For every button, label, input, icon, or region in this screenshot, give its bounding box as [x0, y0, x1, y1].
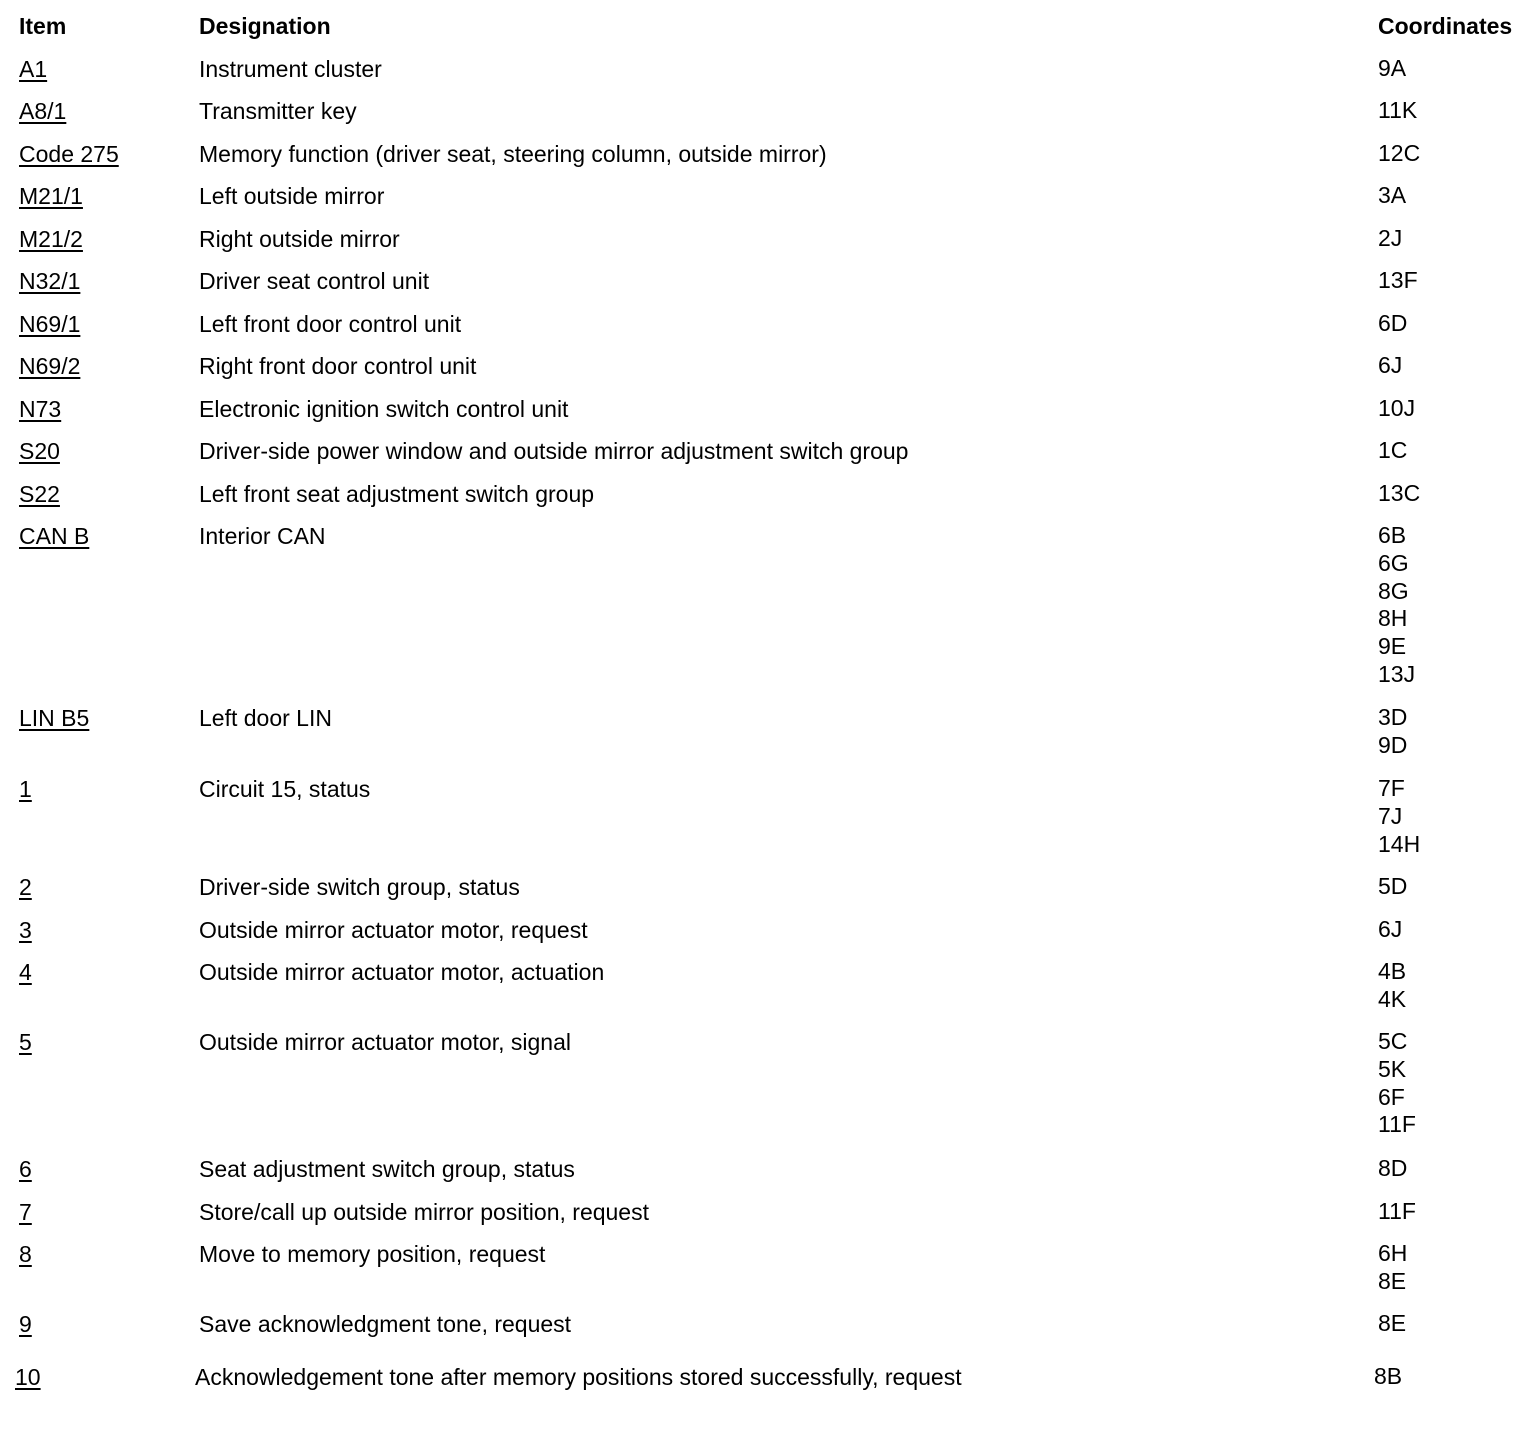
coordinate-value: 8E	[1378, 1267, 1407, 1294]
coordinate-value: 11K	[1378, 97, 1418, 123]
coordinate-value: 3A	[1378, 182, 1407, 208]
designation-text: Outside mirror actuator motor, actuation	[199, 959, 605, 985]
coordinate-value: 8E	[1378, 1310, 1407, 1336]
coordinate-value: 9E	[1378, 633, 1407, 660]
designation-text: Transmitter key	[199, 98, 357, 124]
coordinates-cell	[1378, 1028, 1416, 1139]
coordinates-cell	[1378, 916, 1402, 944]
coordinate-value: 5C	[1378, 1028, 1408, 1054]
item-link[interactable]: 9	[19, 1311, 32, 1337]
designation-text: Memory function (driver seat, steering column, outside mirror)	[199, 141, 827, 167]
coordinate-value: 6J	[1378, 352, 1403, 378]
item-link[interactable]: 2	[19, 874, 32, 900]
coordinates-cell	[1378, 522, 1415, 689]
coordinate-value: 3D	[1378, 704, 1408, 730]
column-header-coordinates: Coordinates	[1378, 13, 1513, 39]
designation-text: Interior CAN	[199, 523, 326, 549]
coordinate-value: 14H	[1378, 830, 1421, 857]
coordinate-value: 13J	[1378, 660, 1416, 687]
coordinate-value: 6D	[1378, 310, 1408, 336]
coordinate-value: 9D	[1378, 731, 1408, 758]
coordinate-value: 6J	[1378, 916, 1403, 942]
coordinate-value: 8B	[1374, 1363, 1403, 1389]
item-link[interactable]: M21/2	[19, 226, 83, 252]
item-link[interactable]: 7	[19, 1199, 32, 1225]
coordinate-value: 7J	[1378, 802, 1403, 829]
item-link[interactable]: S20	[19, 438, 60, 464]
coordinate-value: 6F	[1378, 1083, 1405, 1110]
coordinates-cell	[1378, 1240, 1407, 1296]
coordinate-value: 10J	[1378, 395, 1416, 421]
coordinate-value: 11F	[1378, 1111, 1416, 1138]
coordinates-cell	[1378, 704, 1407, 760]
designation-text: Driver-side power window and outside mirror adjustment switch group	[199, 438, 909, 464]
column-header-designation: Designation	[199, 13, 331, 39]
coordinate-value: 6B	[1378, 522, 1407, 548]
coordinate-value: 12C	[1378, 140, 1421, 166]
coordinates-cell	[1378, 310, 1407, 338]
item-link[interactable]: 6	[19, 1156, 32, 1182]
coordinates-cell	[1378, 225, 1402, 253]
designation-text: Move to memory position, request	[199, 1241, 546, 1267]
designation-text: Electronic ignition switch control unit	[199, 396, 569, 422]
coordinates-cell	[1374, 1363, 1402, 1391]
coordinate-value: 13C	[1378, 480, 1421, 506]
coordinate-value: 2J	[1378, 225, 1403, 251]
coordinate-value: 11F	[1378, 1198, 1416, 1224]
coordinate-value: 4K	[1378, 985, 1407, 1012]
column-header-item: Item	[19, 13, 67, 39]
coordinate-value: 5K	[1378, 1055, 1407, 1082]
item-link[interactable]: 4	[19, 959, 32, 985]
coordinate-value: 8G	[1378, 577, 1409, 604]
item-link[interactable]: 5	[19, 1029, 32, 1055]
item-link[interactable]: A8/1	[19, 98, 67, 124]
item-link[interactable]: M21/1	[19, 183, 83, 209]
coordinates-cell	[1378, 1310, 1406, 1338]
designation-text: Outside mirror actuator motor, request	[199, 917, 588, 943]
coordinate-value: 1C	[1378, 437, 1408, 463]
designation-text: Left front door control unit	[199, 311, 462, 337]
coordinate-value: 13F	[1378, 267, 1418, 293]
designation-text: Store/call up outside mirror position, request	[199, 1199, 649, 1225]
item-link[interactable]: N69/2	[19, 353, 81, 379]
coordinates-cell	[1378, 480, 1420, 508]
coordinate-value: 4B	[1378, 958, 1407, 984]
item-link[interactable]: CAN B	[19, 523, 90, 549]
coordinates-cell	[1378, 55, 1406, 83]
coordinates-cell	[1378, 775, 1420, 858]
item-link[interactable]: N69/1	[19, 311, 81, 337]
item-link[interactable]: 8	[19, 1241, 32, 1267]
item-link[interactable]: 10	[15, 1364, 41, 1390]
coordinates-cell	[1378, 395, 1415, 423]
item-link[interactable]: N32/1	[19, 268, 81, 294]
coordinates-cell	[1378, 437, 1407, 465]
designation-text: Right outside mirror	[199, 226, 400, 252]
item-link[interactable]: A1	[19, 56, 48, 82]
designation-text: Right front door control unit	[199, 353, 477, 379]
coordinate-value: 5D	[1378, 873, 1408, 899]
designation-text: Seat adjustment switch group, status	[199, 1156, 575, 1182]
designation-text: Acknowledgement tone after memory positions stored successfully, request	[195, 1364, 962, 1390]
item-link[interactable]: 1	[19, 776, 32, 802]
designation-text: Left outside mirror	[199, 183, 385, 209]
coordinates-cell	[1378, 352, 1402, 380]
designation-text: Instrument cluster	[199, 56, 382, 82]
coordinate-value: 6G	[1378, 549, 1409, 576]
item-link[interactable]: N73	[19, 396, 62, 422]
coordinates-cell	[1378, 1155, 1407, 1183]
coordinate-value: 7F	[1378, 775, 1405, 801]
coordinate-value: 6H	[1378, 1240, 1408, 1266]
item-link[interactable]: Code 275	[19, 141, 119, 167]
coordinate-value: 8H	[1378, 605, 1408, 632]
designation-text: Circuit 15, status	[199, 776, 371, 802]
designation-text: Save acknowledgment tone, request	[199, 1311, 572, 1337]
coordinates-cell	[1378, 1198, 1416, 1226]
designation-text: Driver-side switch group, status	[199, 874, 520, 900]
coordinate-value: 8D	[1378, 1155, 1408, 1181]
coordinates-cell	[1378, 182, 1406, 210]
coordinates-cell	[1378, 140, 1420, 168]
item-link[interactable]: 3	[19, 917, 32, 943]
item-link[interactable]: S22	[19, 481, 60, 507]
designation-text: Left front seat adjustment switch group	[199, 481, 595, 507]
designation-text: Left door LIN	[199, 705, 332, 731]
designation-text: Outside mirror actuator motor, signal	[199, 1029, 571, 1055]
designation-text: Driver seat control unit	[199, 268, 430, 294]
item-link[interactable]: LIN B5	[19, 705, 90, 731]
coordinates-cell	[1378, 97, 1417, 125]
coordinates-cell	[1378, 873, 1407, 901]
coordinate-value: 9A	[1378, 55, 1407, 81]
coordinates-cell	[1378, 267, 1418, 295]
coordinates-cell	[1378, 958, 1406, 1014]
